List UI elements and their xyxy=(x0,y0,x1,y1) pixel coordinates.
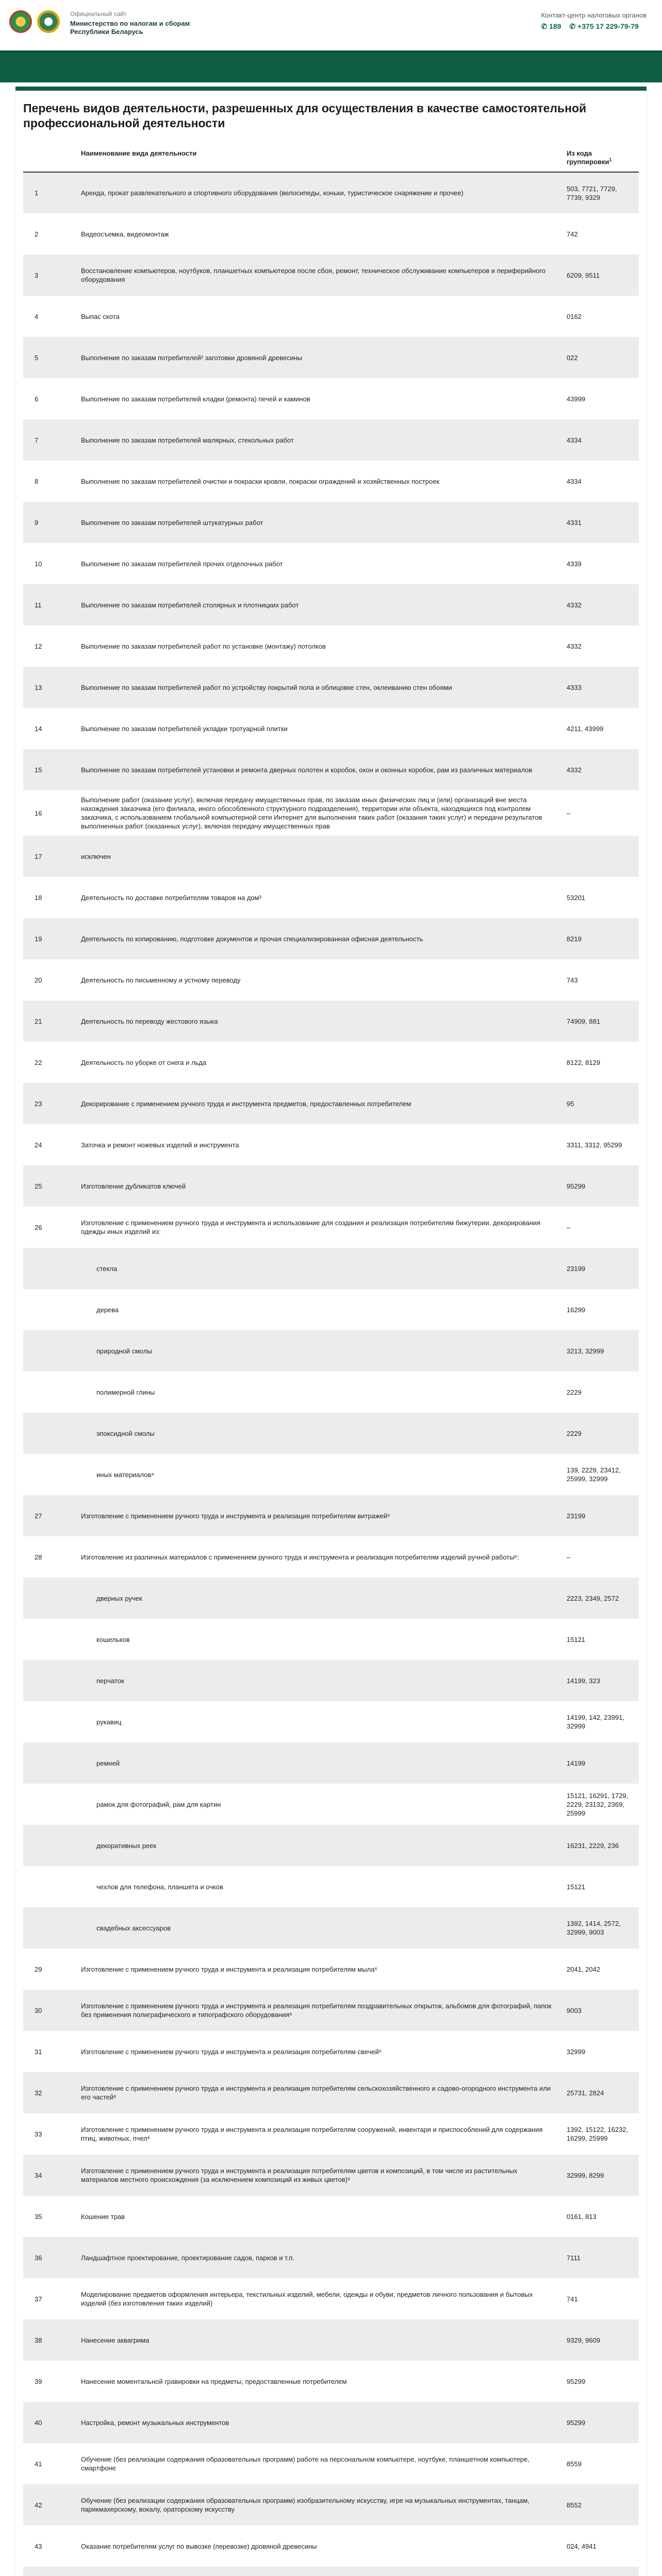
activity-name: дверных ручек xyxy=(96,1594,142,1602)
row-number: 13 xyxy=(35,683,42,691)
activity-name: Восстановление компьютеров, ноутбуков, планшетных компьютеров после сбоя, ремонт, техническое обслуживание компьютеров и периферийного оборудования xyxy=(81,267,546,284)
table-row xyxy=(23,502,639,543)
activity-name: Деятельность по переводу жестового языка xyxy=(81,1017,218,1025)
activity-name: кошельков xyxy=(96,1635,130,1643)
activity-name: Деятельность по копированию, подготовке документов и прочая специализированная офисная деятельность xyxy=(81,935,423,943)
grouping-code: 2229 xyxy=(567,1388,582,1396)
row-number: 3 xyxy=(35,271,39,279)
activity-name: Нанесение моментальной гравировки на предметы, предоставленные потребителем xyxy=(81,2377,347,2385)
activity-name: Декорирование с применением ручного труда и инструмента предметов, предоставленных потребителем xyxy=(81,1099,411,1108)
col-code-header xyxy=(561,143,639,172)
grouping-code: 6209, 9511 xyxy=(567,271,600,279)
table-row xyxy=(23,2361,639,2402)
table-row xyxy=(23,1660,639,1701)
row-number xyxy=(23,1660,76,1701)
contact-center xyxy=(541,11,647,31)
contact-phones xyxy=(541,22,647,31)
table-row xyxy=(23,1371,639,1413)
activities-table xyxy=(23,143,639,2576)
grouping-code: 139, 2229, 23412, 25999, 32999 xyxy=(567,1466,621,1483)
table-row xyxy=(23,1124,639,1165)
activity-name: Деятельность по уборке от снега и льда xyxy=(81,1058,207,1066)
grouping-code: 74909, 881 xyxy=(567,1017,601,1025)
activity-name: Ландшафтное проектирование, проектирование садов, парков и т.п. xyxy=(81,2253,294,2262)
activity-name: Изготовление с применением ручного труда и инструмента и реализация потребителям свечей⁶ xyxy=(81,2047,382,2056)
grouping-code: 32999 xyxy=(567,2047,586,2056)
row-number: 2 xyxy=(35,230,39,238)
phone-main[interactable]: ✆ +375 17 229-79-79 xyxy=(569,22,639,30)
activity-name: ремней xyxy=(96,1759,120,1767)
grouping-code: 0161, 813 xyxy=(567,2212,597,2221)
row-number: 41 xyxy=(35,2460,42,2468)
content-card xyxy=(15,87,647,2576)
grouping-code xyxy=(561,2567,639,2576)
row-number: 10 xyxy=(35,560,42,568)
contact-title: Контакт-центр налоговых органов xyxy=(541,11,647,19)
activity-name: Изготовление с применением ручного труда и инструмента и реализация потребителям витражей⁵ xyxy=(81,1512,390,1520)
phone-short[interactable]: ✆ 189 xyxy=(541,22,561,30)
grouping-code: 4333 xyxy=(567,683,582,691)
activity-name: Изготовление дубликатов ключей xyxy=(81,1182,186,1190)
row-number: 14 xyxy=(35,724,42,733)
grouping-code: 8122, 8129 xyxy=(567,1058,601,1066)
grouping-code: – xyxy=(567,1553,571,1561)
activity-name: эпоксидной смолы xyxy=(96,1429,155,1437)
table-row xyxy=(23,1742,639,1784)
grouping-code: 4334 xyxy=(567,477,582,485)
activity-name: Изготовление из различных материалов с применением ручного труда и инструмента и реализация потребителям изделий ручной работы⁶: xyxy=(81,1553,519,1561)
grouping-code: 3311, 3312, 95299 xyxy=(567,1141,622,1149)
grouping-code: 2041, 2042 xyxy=(567,1965,601,1973)
activity-name: исключен xyxy=(81,852,111,860)
table-row xyxy=(23,2567,639,2576)
activity-name: Изготовление с применением ручного труда и инструмента и использование для создания и реализация потребителям бижутерии, декорирования одежды иных изделий из: xyxy=(81,1219,541,1236)
activity-name: дерева xyxy=(96,1306,119,1314)
grouping-code: – xyxy=(567,809,571,817)
activity-name: Кошение трав xyxy=(81,2212,125,2221)
activity-name: Деятельность по письменному и устному переводу xyxy=(81,976,241,984)
row-number: 21 xyxy=(35,1017,42,1025)
grouping-code: 7111 xyxy=(567,2253,581,2262)
page-title: Перечень видов деятельности, разрешенных для осуществления в качестве самостоятельной профессиональной деятельности xyxy=(23,101,587,130)
row-number: 7 xyxy=(35,436,39,444)
activity-name: Выполнение по заказам потребителей² заготовки дровяной древесины xyxy=(81,353,303,362)
row-number xyxy=(23,1248,76,1289)
grouping-code: 16299 xyxy=(567,1306,586,1314)
row-number: 40 xyxy=(35,2418,42,2427)
activity-name: иных материалов⁴ xyxy=(96,1470,154,1479)
table-row xyxy=(23,1619,639,1660)
table-row xyxy=(23,213,639,255)
row-number: 19 xyxy=(35,935,42,943)
grouping-code: 2223, 2349, 2572 xyxy=(567,1594,619,1602)
activity-name: Выполнение по заказам потребителей столярных и плотницких работ xyxy=(81,601,299,609)
activity-name: стекла xyxy=(96,1264,118,1273)
activity-name: Изготовление с применением ручного труда и инструмента и реализация потребителям сельскохозяйственного и садово-огородного инструмента или его частей⁶ xyxy=(81,2084,551,2102)
table-row xyxy=(23,2443,639,2484)
grouping-code: 25731, 2824 xyxy=(567,2089,604,2097)
activity-name: декоративных реек xyxy=(96,1841,157,1850)
col-name-header: Наименование вида деятельности xyxy=(76,143,561,172)
activity-name: чехлов для телефона, планшета и очков xyxy=(96,1883,223,1891)
row-number: 43 xyxy=(35,2542,42,2550)
row-number: 26 xyxy=(35,1223,42,1231)
table-row xyxy=(23,378,639,419)
row-number: 42 xyxy=(35,2501,42,2509)
table-row xyxy=(23,2237,639,2278)
row-number xyxy=(23,2567,76,2576)
grouping-code xyxy=(561,836,639,877)
row-number: 35 xyxy=(35,2212,42,2221)
grouping-code: 9003 xyxy=(567,2006,582,2014)
row-number: 23 xyxy=(35,1099,42,1108)
grouping-code: – xyxy=(567,1223,571,1231)
grouping-code: 742 xyxy=(567,230,578,238)
grouping-code: 4332 xyxy=(567,766,582,774)
table-row xyxy=(23,918,639,959)
activity-name: Выполнение по заказам потребителей кладки (ремонта) печей и каминов xyxy=(81,395,310,403)
table-row xyxy=(23,1454,639,1495)
row-number xyxy=(23,1330,76,1371)
grouping-code: 3213, 32999 xyxy=(567,1347,604,1355)
grouping-code: 1392, 1414, 2572, 32999, 9003 xyxy=(567,1920,621,1937)
activity-name: Обучение (без реализации содержания образовательных программ) работе на персональном компьютере, ноутбуке, планшетном компьютере, смартфоне xyxy=(81,2455,529,2472)
grouping-code: 53201 xyxy=(567,893,586,902)
row-number: 29 xyxy=(35,1965,42,1973)
table-row xyxy=(23,2526,639,2567)
activity-name: Выполнение по заказам потребителей штукатурных работ xyxy=(81,518,263,527)
row-number: 25 xyxy=(35,1182,42,1190)
phone-main-number[interactable]: +375 17 229-79-79 xyxy=(577,22,639,30)
row-number: 38 xyxy=(35,2336,42,2344)
grouping-code: 4334 xyxy=(567,436,582,444)
table-row xyxy=(23,749,639,790)
ministry-emblem-icon[interactable] xyxy=(37,10,60,33)
row-number: 18 xyxy=(35,893,42,902)
row-number: 22 xyxy=(35,1058,42,1066)
ministry-block[interactable] xyxy=(70,10,204,36)
row-number: 30 xyxy=(35,2006,42,2014)
table-row xyxy=(23,584,639,625)
row-number: 36 xyxy=(35,2253,42,2262)
ministry-name[interactable]: Министерство по налогам и сборам Республики Беларусь xyxy=(70,20,190,36)
table-row xyxy=(23,667,639,708)
table-row xyxy=(23,1042,639,1083)
table-row xyxy=(23,790,639,836)
grouping-code: 4331 xyxy=(567,518,582,527)
grouping-code: 503, 7721, 7729, 7739, 9329 xyxy=(567,184,617,201)
grouping-code: 14199, 142, 23991, 32999 xyxy=(567,1714,625,1731)
row-number xyxy=(23,1825,76,1866)
table-row xyxy=(23,296,639,337)
table-row xyxy=(23,2196,639,2237)
row-number: 9 xyxy=(35,518,39,527)
table-row xyxy=(23,2155,639,2196)
col-code-footnote[interactable]: 1 xyxy=(609,157,612,162)
activity-name: Выполнение работ (оказание услуг), включая передачу имущественных прав, по заказам иных физических лиц и (или) организаций вне места нахождения заказчика (его филиала, иного обособленного структурного подразделения), территории или объекта, находящихся под контролем заказчика, с использованием глобальной компьютерной сети Интернет для выполнения таких работ (оказания таких услуг) и передачи результатов выполненных работ (оказанных услуг), включая передачу имущественных прав xyxy=(81,796,542,831)
grouping-code: 8559 xyxy=(567,2460,582,2468)
row-number: 16 xyxy=(35,809,42,817)
site-label: Официальный сайт xyxy=(70,10,127,18)
activity-name: природной смолы xyxy=(96,1347,152,1355)
grouping-code: 32999, 8299 xyxy=(567,2171,604,2179)
table-header-row xyxy=(23,143,639,172)
activity-name: полимерной глины xyxy=(96,1388,155,1396)
activity-name: Видеосъемка, видеомонтаж xyxy=(81,230,169,238)
table-row xyxy=(23,1413,639,1454)
table-row xyxy=(23,2319,639,2361)
activity-name: Моделирование предметов оформления интерьера, текстильных изделий, мебели, одежды и обуви, предметов личного пользования и бытовых изделий (без изготовления таких изделий) xyxy=(81,2291,533,2308)
activity-name: Выпас скота xyxy=(81,312,120,320)
table-row xyxy=(23,1784,639,1825)
table-row xyxy=(23,2402,639,2443)
table-row xyxy=(23,255,639,296)
activity-name: перчаток xyxy=(96,1676,124,1685)
table-row xyxy=(23,1701,639,1742)
grouping-code: 4211, 43999 xyxy=(567,724,604,733)
table-row xyxy=(23,1990,639,2031)
grouping-code: 024, 4941 xyxy=(567,2542,597,2550)
row-number xyxy=(23,1866,76,1907)
row-number: 39 xyxy=(35,2377,42,2385)
row-number: 5 xyxy=(35,353,39,362)
table-row xyxy=(23,1289,639,1330)
row-number: 28 xyxy=(35,1553,42,1561)
activity-name: рамок для фотографий, рам для картин xyxy=(96,1800,221,1808)
grouping-code: 15121 xyxy=(567,1635,586,1643)
activity-name: Деятельность по доставке потребителям товаров на дом³ xyxy=(81,893,261,902)
row-number: 15 xyxy=(35,766,42,774)
table-row xyxy=(23,1536,639,1578)
table-row xyxy=(23,1948,639,1990)
logos xyxy=(9,10,60,33)
table-body xyxy=(23,172,639,2576)
table-row xyxy=(23,1866,639,1907)
grouping-code: 95 xyxy=(567,1099,574,1108)
activity-name: Изготовление с применением ручного труда и инструмента и реализация потребителям сооружений, инвентаря и приспособлений для содержания птиц, животных, пчел⁶ xyxy=(81,2126,543,2143)
row-number: 31 xyxy=(35,2047,42,2056)
grouping-code: 1392, 15122, 16232, 16299, 25999 xyxy=(567,2126,628,2143)
row-number xyxy=(23,1907,76,1948)
activity-name: Обучение (без реализации содержания образовательных программ) изобразительному искусству, игре на музыкальных инструментах, танцам, парикмахерскому, вокалу, ораторскому искусству xyxy=(81,2497,529,2514)
nav-band xyxy=(0,50,662,82)
state-emblem-icon xyxy=(9,10,32,33)
grouping-code: 15121 xyxy=(567,1883,586,1891)
activity-name: свадебных аксессуаров xyxy=(96,1924,171,1932)
table-row xyxy=(23,836,639,877)
activity-name: Заточка и ремонт ножевых изделий и инструмента xyxy=(81,1141,239,1149)
activity-name: Выполнение по заказам потребителей установки и ремонта дверных полотен и коробок, окон и оконных коробок, рам из различных материалов xyxy=(81,766,533,774)
row-number xyxy=(23,1742,76,1784)
table-row xyxy=(23,2031,639,2072)
table-row xyxy=(23,172,639,213)
activity-name: Выполнение по заказам потребителей работ по устройству покрытий пола и облицовке стен, оклеиванию стен обоями xyxy=(81,683,452,691)
table-row xyxy=(23,1165,639,1207)
grouping-code: 4339 xyxy=(567,560,582,568)
table-row xyxy=(23,1495,639,1536)
row-number: 20 xyxy=(35,976,42,984)
table-row xyxy=(23,2113,639,2155)
row-number: 17 xyxy=(35,852,42,860)
grouping-code: 43999 xyxy=(567,395,586,403)
col-num-header xyxy=(23,143,76,172)
grouping-code: 9329, 9609 xyxy=(567,2336,601,2344)
row-number: 27 xyxy=(35,1512,42,1520)
grouping-code: 15121, 16291, 1729, 2229, 23132, 2369, 25999 xyxy=(567,1791,628,1817)
activity-name: Настройка, ремонт музыкальных инструментов xyxy=(81,2418,229,2427)
table-row xyxy=(23,1825,639,1866)
grouping-code: 95299 xyxy=(567,2418,586,2427)
table-row xyxy=(23,1578,639,1619)
row-number: 34 xyxy=(35,2171,42,2179)
grouping-code: 4332 xyxy=(567,642,582,650)
grouping-code: 23199 xyxy=(567,1512,586,1520)
table-row xyxy=(23,625,639,667)
row-number: 24 xyxy=(35,1141,42,1149)
table-row xyxy=(23,1907,639,1948)
grouping-code: 14199, 323 xyxy=(567,1676,601,1685)
row-number xyxy=(23,1289,76,1330)
activity-name: Аренда, прокат развлекательного и спортивного оборудования (велосипеды, коньки, туристическое снаряжение и прочее) xyxy=(81,189,464,197)
activity-name: Выполнение по заказам потребителей малярных, стекольных работ xyxy=(81,436,294,444)
grouping-code: 2229 xyxy=(567,1429,582,1437)
grouping-code: 8219 xyxy=(567,935,582,943)
activity-name: Выполнение по заказам потребителей очистки и покраски кровли, покраски ограждений и хозяйственных построек xyxy=(81,477,440,485)
activity-name: Изготовление с применением ручного труда и инструмента и реализация потребителям поздравительных открыток, альбомов для фотографий, папок без применения полиграфического и типографского оборудования⁶ xyxy=(81,2002,552,2019)
table-row xyxy=(23,1001,639,1042)
row-number xyxy=(23,1413,76,1454)
table-row xyxy=(23,959,639,1001)
grouping-code: 16231, 2229, 236 xyxy=(567,1841,619,1850)
grouping-code: 8552 xyxy=(567,2501,582,2509)
col-code-label: Из кода группировки xyxy=(567,149,609,166)
table-row xyxy=(23,1207,639,1248)
row-number xyxy=(23,1784,76,1825)
grouping-code: 022 xyxy=(567,353,578,362)
table-row xyxy=(23,337,639,378)
row-number: 33 xyxy=(35,2130,42,2138)
row-number xyxy=(23,1701,76,1742)
row-number xyxy=(23,1619,76,1660)
grouping-code: 95299 xyxy=(567,1182,586,1190)
table-row xyxy=(23,543,639,584)
grouping-code: 743 xyxy=(567,976,578,984)
row-number xyxy=(23,1454,76,1495)
grouping-code: 0162 xyxy=(567,312,582,320)
table-row xyxy=(23,2072,639,2113)
grouping-code: 14199 xyxy=(567,1759,586,1767)
row-number: 12 xyxy=(35,642,42,650)
table-row xyxy=(23,1083,639,1124)
row-number: 11 xyxy=(35,601,42,609)
grouping-code: 741 xyxy=(567,2295,578,2303)
row-number: 37 xyxy=(35,2295,42,2303)
grouping-code: 4332 xyxy=(567,601,582,609)
row-number: 6 xyxy=(35,395,39,403)
table-row xyxy=(23,708,639,749)
activity-name: Изготовление с применением ручного труда и инструмента и реализация потребителям мыла⁶ xyxy=(81,1965,377,1973)
row-number: 4 xyxy=(35,312,39,320)
activity-name: рукавиц xyxy=(96,1718,122,1726)
activity-name xyxy=(76,2567,561,2576)
activity-name: Изготовление с применением ручного труда и инструмента и реализация потребителям цветов и композиций, в том числе из растительных материалов местного происхождения (за исключением композиций из живых цветов)⁶ xyxy=(81,2167,518,2184)
table-row xyxy=(23,2278,639,2319)
row-number: 1 xyxy=(35,189,39,197)
table-row xyxy=(23,1330,639,1371)
row-number: 32 xyxy=(35,2089,42,2097)
grouping-code: 23199 xyxy=(567,1264,586,1273)
table-row xyxy=(23,1248,639,1289)
phone-short-number[interactable]: 189 xyxy=(549,22,561,30)
activity-name: Выполнение по заказам потребителей прочих отделочных работ xyxy=(81,560,283,568)
table-row xyxy=(23,419,639,461)
activity-name: Нанесение аквагрима xyxy=(81,2336,150,2344)
row-number xyxy=(23,1371,76,1413)
activity-name: Выполнение по заказам потребителей укладки тротуарной плитки xyxy=(81,724,288,733)
site-header xyxy=(0,0,662,50)
activity-name: Выполнение по заказам потребителей работ по установке (монтажу) потолков xyxy=(81,642,326,650)
table-row xyxy=(23,877,639,918)
row-number xyxy=(23,1578,76,1619)
row-number: 8 xyxy=(35,477,39,485)
table-row xyxy=(23,2484,639,2526)
grouping-code: 95299 xyxy=(567,2377,586,2385)
activity-name: Оказание потребителям услуг по вывозке (перевозке) дровяной древесины xyxy=(81,2542,317,2550)
table-row xyxy=(23,461,639,502)
